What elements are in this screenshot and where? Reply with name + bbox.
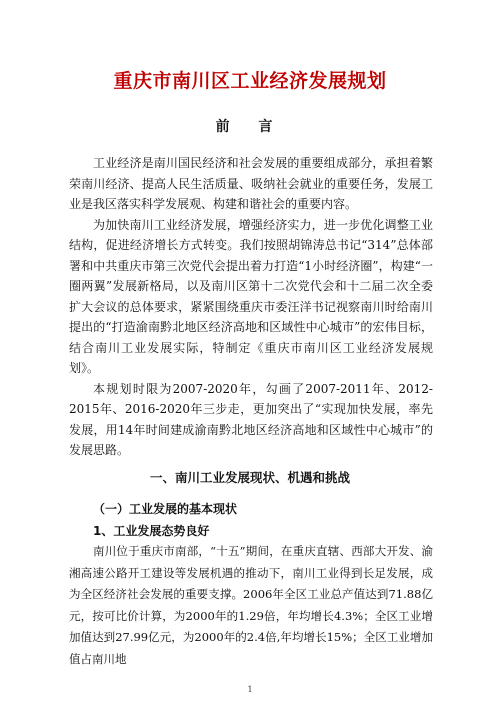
- intro-paragraph: 本规划时限为2007-2020年，勾画了2007-2011年、2012-2015年、2016-2020年三步走，更加突出了“实现加快发展，率先发展，用14年时间建成渝南黔北地区经济高地和区域性中心城市”的发展思路。: [69, 381, 433, 457]
- document-title: 重庆市南川区工业经济发展规划: [113, 70, 387, 92]
- page-number: 1: [247, 685, 253, 694]
- section-text: [69, 541, 433, 670]
- intro-paragraph: 工业经济是南川国民经济和社会发展的重要组成部分，承担着繁荣南川经济、提高人民生活质量、吸纳社会就业的重要任务，发展工业是我区落实科学发展观、构建和谐社会的重要内容。: [69, 156, 433, 211]
- subsection-heading: （一）工业发展的基本现状: [93, 502, 238, 516]
- intro-text: [69, 153, 433, 461]
- section-paragraph: 南川位于重庆市南部，“十五”期间，在重庆直辖、西部大开发、渝湘高速公路开工建设等发展机遇的推动下，南川工业得到长足发展，成为全区经济社会发展的重要支撑。2006年全区工业总产值达到71.88亿元，按可比价计算，为2000年的1.29倍，年均增长4.3%；全区工业增加值达到27.99亿元，为2000年的2.4倍,年均增长15%；全区工业增加值占南川地: [69, 544, 433, 666]
- intro-paragraph: 为加快南川工业经济发展，增强经济实力，进一步优化调整工业结构，促进经济增长方式转变。我们按照胡锦涛总书记“314”总体部署和中共重庆市第三次党代会提出着力打造“1小时经济圈”，构建“一圈两翼”发展新格局，以及南川区第十二次党代会和十二届二次全委扩大会议的总体要求，紧紧围绕重庆市委汪洋书记视察南川时给南川提出的“打造渝南黔北地区经济高地和区域性中心城市”的宏伟目标，结合南川工业发展实际，特制定《重庆市南川区工业经济发展规划》。: [69, 217, 433, 375]
- section-heading: 一、南川工业发展现状、机遇和挑战: [149, 470, 350, 485]
- preface-heading: 前 言: [215, 119, 285, 135]
- sub-subsection-heading: 1、工业发展态势良好: [93, 524, 210, 538]
